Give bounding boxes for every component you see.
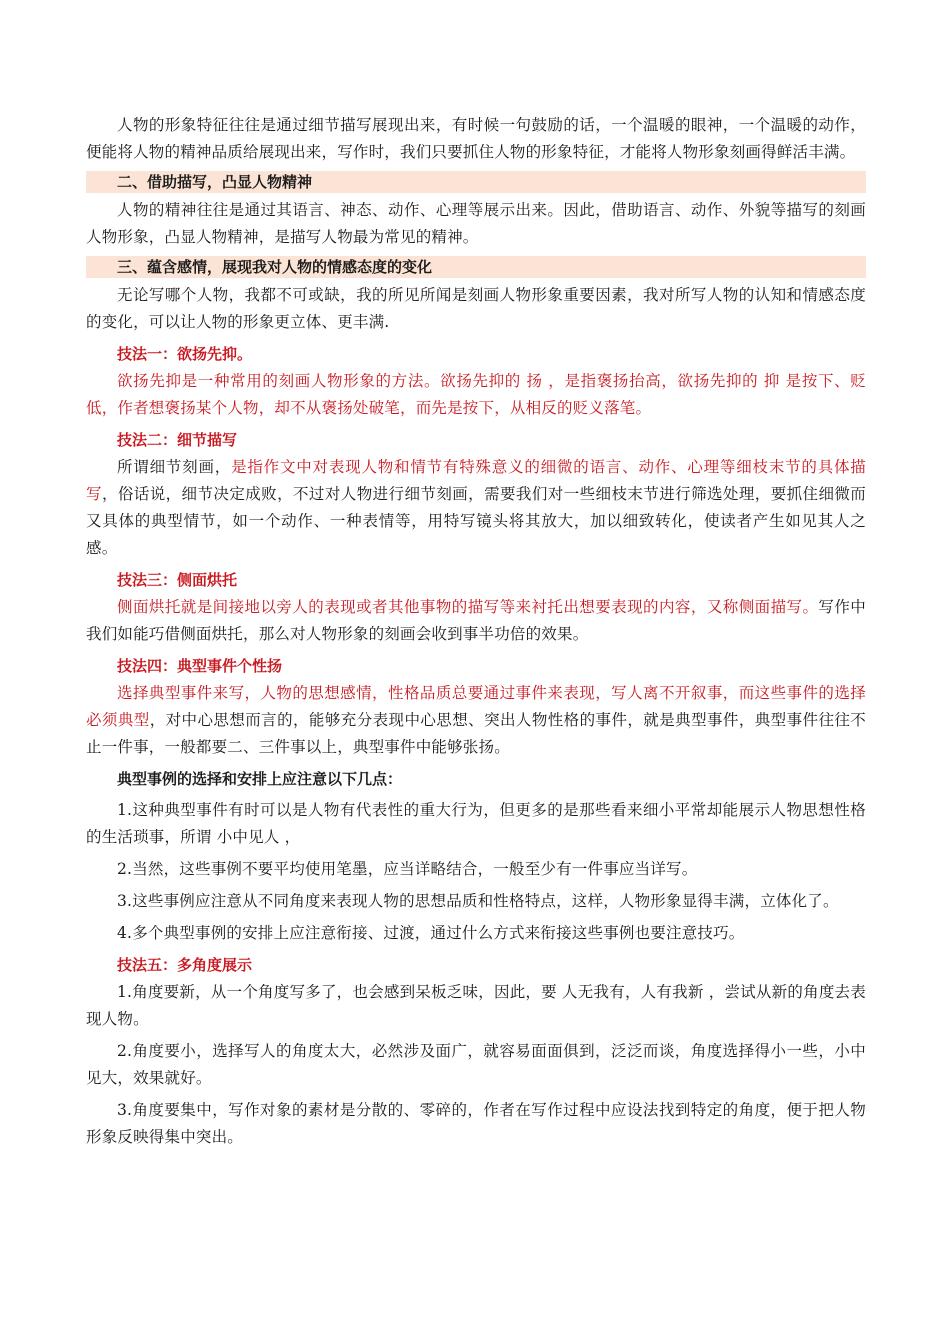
technique-3-body-suffix: 写作中我们如能巧借侧面烘托，那么对人物形象的刻画会收到事半功倍的效果。: [86, 598, 866, 643]
technique-2-body-suffix: ，俗话说，细节决定成败，不过对人物进行细节刻画，需要我们对一些细枝末节进行筛选处理，要抓住细微而又具体的典型情节，如一个动作、一种表情等，用特写镜头将其放大，加以细致转化，使读者产生如见其人之感。: [86, 485, 867, 557]
typical-events-note-3: 3.这些事例应注意从不同角度来表现人物的思想品质和性格特点，这样，人物形象显得丰满，立体化了。: [117, 892, 839, 910]
technique-3-title: 技法三：侧面烘托: [117, 571, 238, 589]
technique-2-body-highlight: 是指作文中对表现人物和情节有特殊意义的细微的语言、动作、心理等细枝末节的具体描写: [86, 458, 866, 503]
document-content: [86, 112, 866, 1156]
technique-1-body: 欲扬先抑是一种常用的刻画人物形象的方法。欲扬先抑的 扬 ，是指褒扬抬高，欲扬先抑的 抑 是按下、贬低，作者想褒扬某个人物，却不从褒扬处破笔，而先是按下，从相反的贬义落笔。: [86, 372, 866, 417]
multi-angle-item-3: 3.角度要集中，写作对象的素材是分散的、零碎的，作者在写作过程中应设法找到特定的角度，便于把人物形象反映得集中突出。: [86, 1101, 866, 1146]
section-2-body: 人物的精神往往是通过其语言、神态、动作、心理等展示出来。因此，借助语言、动作、外貌等描写的刻画人物形象，凸显人物精神，是描写人物最为常见的精神。: [86, 201, 866, 246]
technique-3-body: [86, 594, 866, 648]
technique-4-title: 技法四：典型事件个性扬: [117, 657, 283, 675]
technique-2-body-prefix: 所谓细节刻画，: [117, 458, 232, 476]
section-3-body: 无论写哪个人物，我都不可或缺，我的所见所闻是刻画人物形象重要因素，我对所写人物的认知和情感态度的变化，可以让人物的形象更立体、更丰满.: [86, 286, 866, 331]
typical-events-note-2: 2.当然，这些事例不要平均使用笔墨，应当详略结合，一般至少有一件事应当详写。: [117, 860, 698, 878]
section-heading-3: 三、蕴含感情，展现我对人物的情感态度的变化: [86, 256, 866, 278]
technique-4-body: [86, 680, 866, 761]
technique-4-body-suffix: ，对中心思想而言的，能够充分表现中心思想、突出人物性格的事件，就是典型事件，典型事件往往不止一件事，一般都要二、三件事以上，典型事件中能够张扬。: [86, 711, 866, 756]
technique-5-title: 技法五：多角度展示: [117, 956, 253, 974]
multi-angle-item-2: 2.角度要小，选择写人的角度太大，必然涉及面广，就容易面面俱到，泛泛而谈，角度选择得小一些，小中见大，效果就好。: [86, 1042, 866, 1087]
section-heading-2: 二、借助描写，凸显人物精神: [86, 171, 866, 193]
typical-events-note-4: 4.多个典型事例的安排上应注意衔接、过渡，通过什么方式来衔接这些事例也要注意技巧。: [117, 924, 745, 942]
technique-2-body: [86, 454, 866, 562]
typical-events-note-1: 1.这种典型事件有时可以是人物有代表性的重大行为，但更多的是那些看来细小平常却能展示人物思想性格的生活琐事，所谓 小中见人 ，: [86, 801, 866, 846]
technique-4-body-highlight: 选择典型事件来写，人物的思想感情，性格品质总要通过事件来表现，写人离不开叙事，而这些事件的选择必须典型: [86, 684, 866, 729]
technique-1-title: 技法一：欲扬先抑。: [117, 345, 253, 363]
intro-paragraph: 人物的形象特征往往是通过细节描写展现出来，有时候一句鼓励的话，一个温暖的眼神，一个温暖的动作，便能将人物的精神品质给展现出来，写作时，我们只要抓住人物的形象特征，才能将人物形象刻画得鲜活丰满。: [86, 116, 866, 161]
multi-angle-item-1: 1.角度要新，从一个角度写多了，也会感到呆板乏味，因此，要 人无我有，人有我新 ，尝试从新的角度去表现人物。: [86, 983, 866, 1028]
technique-2-title: 技法二：细节描写: [117, 431, 238, 449]
typical-events-notes-title: 典型事例的选择和安排上应注意以下几点：: [117, 770, 403, 788]
technique-3-body-highlight: 侧面烘托就是间接地以旁人的表现或者其他事物的描写等来衬托出想要表现的内容，又称侧面描写。: [117, 598, 819, 616]
